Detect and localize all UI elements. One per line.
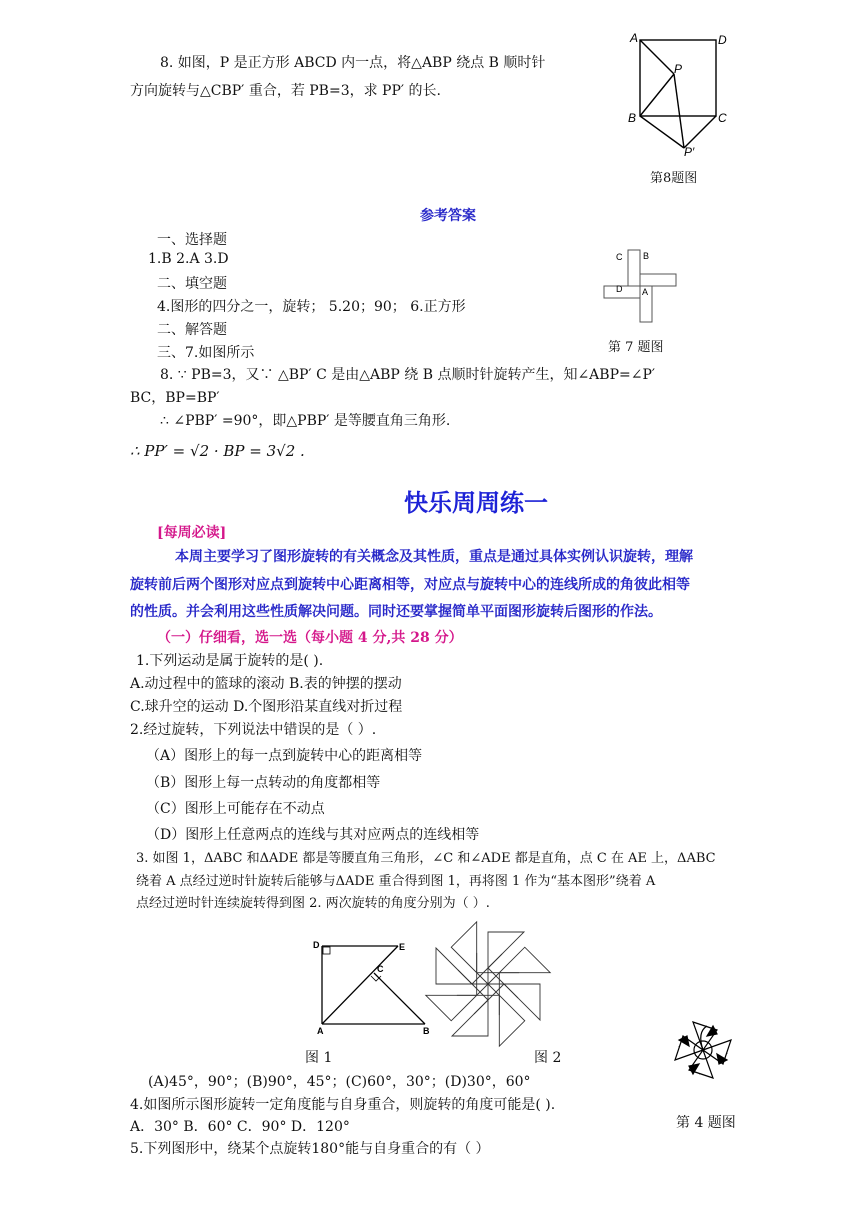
q5: 5.下列图形中，绕某个点旋转180°能与自身重合的有（ ） — [130, 1141, 490, 1157]
answers-q8-line1: 8. ∵ PB=3，又∵ △BP′ C 是由△ABP 绕 B 点顺时针旋转产生，知∠ABP=∠P′ — [160, 367, 656, 383]
figure-2 — [428, 924, 548, 1044]
fig4-caption: 第 4 题图 — [676, 1115, 736, 1131]
q1-options-a: A.动过程中的篮球的滚动 B.表的钟摆的摆动 — [130, 676, 402, 692]
answers-sec3: 二、解答题 — [157, 322, 227, 338]
q3-line2: 绕着 A 点经过逆时针旋转后能够与ΔADE 重合得到图 1，再将图 1 作为“基本图形”绕着 A — [136, 874, 656, 889]
weekly-title: 快乐周周练一 — [404, 489, 548, 517]
fig1-label-d: D — [313, 940, 320, 950]
answers-choice: 1.B 2.A 3.D — [148, 251, 229, 267]
fig8-label-a: A — [630, 31, 639, 45]
fig7-label-a: A — [642, 287, 649, 297]
q4-options: A．30° B．60° C．90° D．120° — [130, 1119, 350, 1135]
answers-heading: 参考答案 — [420, 208, 476, 224]
fig1-label-b: B — [423, 1026, 430, 1036]
q1-options-b: C.球升空的运动 D.个图形沿某直线对折过程 — [130, 699, 403, 715]
fig1-caption: 图 1 — [305, 1050, 333, 1066]
fig2-caption: 图 2 — [534, 1050, 562, 1066]
figure-q7 — [600, 248, 680, 328]
q2-option-b: （B）图形上每一点转动的角度都相等 — [146, 775, 381, 791]
q3-line1: 3. 如图 1，ΔABC 和ΔADE 都是等腰直角三角形，∠C 和∠ADE 都是直角，点 C 在 AE 上，ΔABC — [136, 851, 716, 866]
fig1-label-a: A — [317, 1026, 324, 1036]
intro-line1: 本周主要学习了图形旋转的有关概念及其性质，重点是通过具体实例认识旋转，理解 — [175, 549, 693, 565]
fig8-caption: 第8题图 — [650, 171, 698, 186]
q8-line1: 8. 如图，P 是正方形 ABCD 内一点，将△ABP 绕点 B 顺时针 — [160, 55, 546, 71]
answers-fill: 4.图形的四分之一，旋转； 5.20；90； 6.正方形 — [157, 299, 466, 315]
fig7-label-b: B — [643, 251, 650, 261]
answers-q8-line4: ∴ PP′ = √2 · BP = 3√2 . — [130, 442, 305, 460]
figure-1 — [310, 938, 440, 1038]
fig8-label-d: D — [718, 33, 727, 47]
q3-options: (A)45°，90°；(B)90°，45°；(C)60°，30°；(D)30°，60° — [148, 1074, 531, 1090]
fig7-caption: 第 7 题图 — [608, 340, 664, 355]
answers-q8-line3: ∴ ∠PBP′ =90°，即△PBP′ 是等腰直角三角形. — [160, 413, 451, 429]
fig7-label-c: C — [616, 252, 623, 262]
fig1-label-c: C — [377, 964, 384, 974]
q2: 2.经过旋转，下列说法中错误的是（ ）. — [130, 722, 377, 738]
answers-sec1: 一、选择题 — [157, 232, 227, 248]
part1-heading: （一）仔细看，选一选（每小题 4 分,共 28 分） — [157, 630, 463, 646]
intro-line2: 旋转前后两个图形对应点到旋转中心距离相等，对应点与旋转中心的连线所成的角彼此相等 — [130, 577, 690, 593]
fig8-label-b: B — [628, 111, 637, 125]
answers-q8-line2: BC，BP=BP′ — [130, 390, 220, 406]
q1: 1.下列运动是属于旋转的是( ). — [136, 653, 324, 669]
answers-sec2: 二、填空题 — [157, 276, 227, 292]
fig8-label-p: P — [674, 62, 683, 76]
fig8-label-pp: P′ — [684, 145, 695, 159]
q4: 4.如图所示图形旋转一定角度能与自身重合，则旋转的角度可能是( ). — [130, 1097, 556, 1113]
fig8-label-c: C — [718, 111, 727, 125]
answers-q7: 三、7.如图所示 — [157, 345, 255, 361]
q2-option-a: （A）图形上的每一点到旋转中心的距离相等 — [146, 748, 423, 764]
q2-option-d: （D）图形上任意两点的连线与其对应两点的连线相等 — [146, 827, 480, 843]
intro-line3: 的性质。并会利用这些性质解决问题。同时还要掌握简单平面图形旋转后图形的作法。 — [130, 604, 662, 620]
fig1-label-e: E — [399, 942, 406, 952]
figure-4 — [660, 1018, 746, 1082]
fig7-label-d: D — [616, 284, 623, 294]
figure-q8 — [620, 30, 740, 160]
q2-option-c: （C）图形上可能存在不动点 — [146, 801, 325, 817]
q8-line2: 方向旋转与△CBP′ 重合，若 PB=3，求 PP′ 的长. — [130, 83, 441, 99]
q3-line3: 点经过逆时针连续旋转得到图 2. 两次旋转的角度分别为（ ）. — [136, 896, 490, 911]
must-read-label: [每周必读] — [157, 525, 227, 541]
